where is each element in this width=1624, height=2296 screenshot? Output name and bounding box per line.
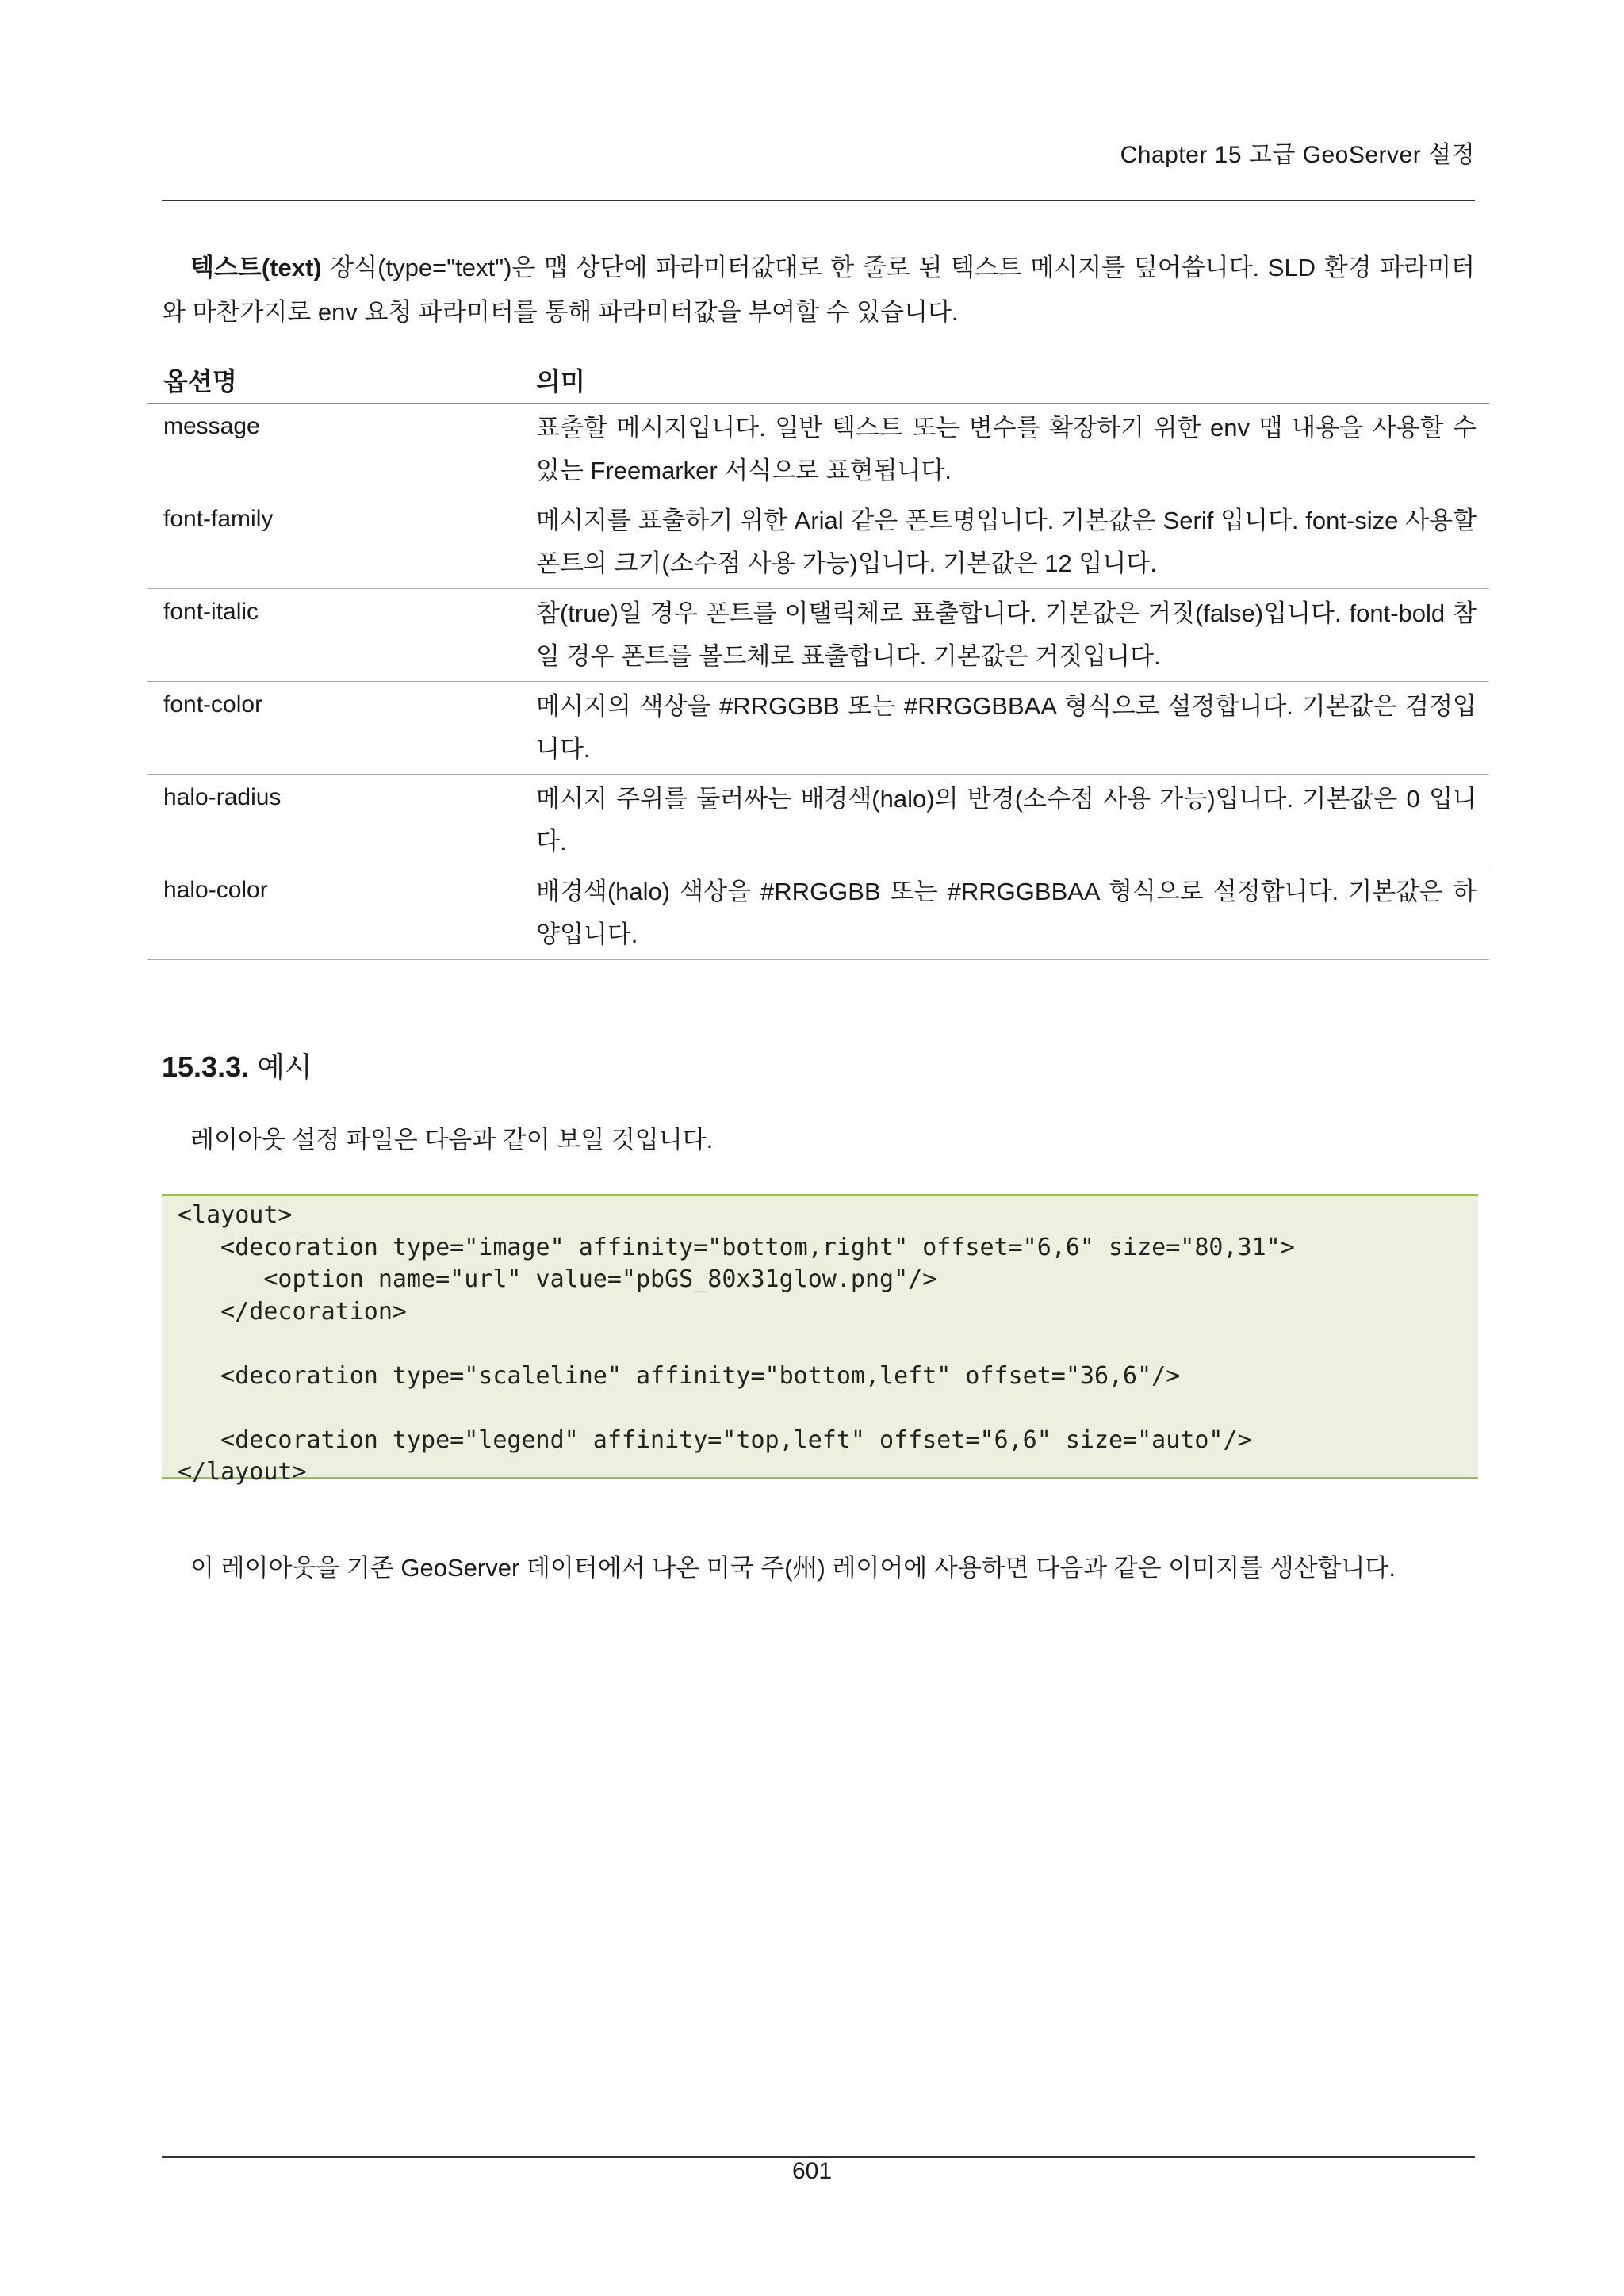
section-title: 예시 bbox=[257, 1050, 312, 1083]
option-name: font-family bbox=[147, 496, 520, 589]
header-option-name: 옵션명 bbox=[147, 355, 520, 404]
table-row bbox=[147, 589, 1489, 682]
header-meaning: 의미 bbox=[520, 355, 1489, 404]
table-row bbox=[147, 867, 1489, 960]
table-row bbox=[147, 775, 1489, 867]
option-name: halo-radius bbox=[147, 775, 520, 867]
section-heading bbox=[162, 1045, 312, 1085]
section-number: 15.3.3. bbox=[162, 1050, 250, 1083]
outro-paragraph: 이 레이아웃을 기존 GeoServer 데이터에서 나온 미국 주(州) 레이어에 사용하면 다음과 같은 이미지를 생산합니다. bbox=[190, 1554, 1396, 1582]
option-meaning: 표출할 메시지입니다. 일반 텍스트 또는 변수를 확장하기 위한 env 맵 내용을 사용할 수 있는 Freemarker 서식으로 표현됩니다. bbox=[520, 404, 1489, 496]
option-meaning: 메시지의 색상을 #RRGGBB 또는 #RRGGBBAA 형식으로 설정합니다. 기본값은 검정입니다. bbox=[520, 682, 1489, 775]
table-row bbox=[147, 682, 1489, 775]
table-row bbox=[147, 404, 1489, 496]
example-intro: 레이아웃 설정 파일은 다음과 같이 보일 것입니다. bbox=[190, 1126, 714, 1154]
chapter-header: Chapter 15 고급 GeoServer 설정 bbox=[1120, 142, 1475, 168]
option-name: font-color bbox=[147, 682, 520, 775]
code-block: <layout> <decoration type="image" affinity="bottom,right" offset="6,6" size="80,31"> <option name="url" value="pbGS_80x31glow.png"/> </decoration> <decoration type="scaleline" affinity="bottom,left" offset="36,6"/> <decoration type="legend" affinity="top,left" offset="6,6" size="auto"/> </layout> bbox=[162, 1194, 1478, 1479]
option-meaning: 메시지 주위를 둘러싸는 배경색(halo)의 반경(소수점 사용 가능)입니다. 기본값은 0 입니다. bbox=[520, 775, 1489, 867]
table-header-row bbox=[147, 355, 1489, 404]
option-meaning: 메시지를 표출하기 위한 Arial 같은 폰트명입니다. 기본값은 Serif 입니다. font-size 사용할 폰트의 크기(소수점 사용 가능)입니다. 기본값은 12 입니다. bbox=[520, 496, 1489, 589]
option-name: message bbox=[147, 404, 520, 496]
option-meaning: 배경색(halo) 색상을 #RRGGBB 또는 #RRGGBBAA 형식으로 설정합니다. 기본값은 하양입니다. bbox=[520, 867, 1489, 960]
header-divider bbox=[162, 200, 1475, 201]
table-row bbox=[147, 496, 1489, 589]
intro-paragraph bbox=[162, 246, 1475, 335]
page-number: 601 bbox=[791, 2158, 833, 2184]
option-meaning: 참(true)일 경우 폰트를 이탤릭체로 표출합니다. 기본값은 거짓(false)입니다. font-bold 참일 경우 폰트를 볼드체로 표출합니다. 기본값은 거짓입니다. bbox=[520, 589, 1489, 682]
options-table bbox=[147, 355, 1489, 960]
intro-text: 장식(type="text")은 맵 상단에 파라미터값대로 한 줄로 된 텍스트 메시지를 덮어씁니다. SLD 환경 파라미터와 마찬가지로 env 요청 파라미터를 통해 파라미터값을 부여할 수 있습니다. bbox=[162, 254, 1475, 326]
intro-term: 텍스트(text) bbox=[190, 254, 322, 281]
option-name: halo-color bbox=[147, 867, 520, 960]
option-name: font-italic bbox=[147, 589, 520, 682]
